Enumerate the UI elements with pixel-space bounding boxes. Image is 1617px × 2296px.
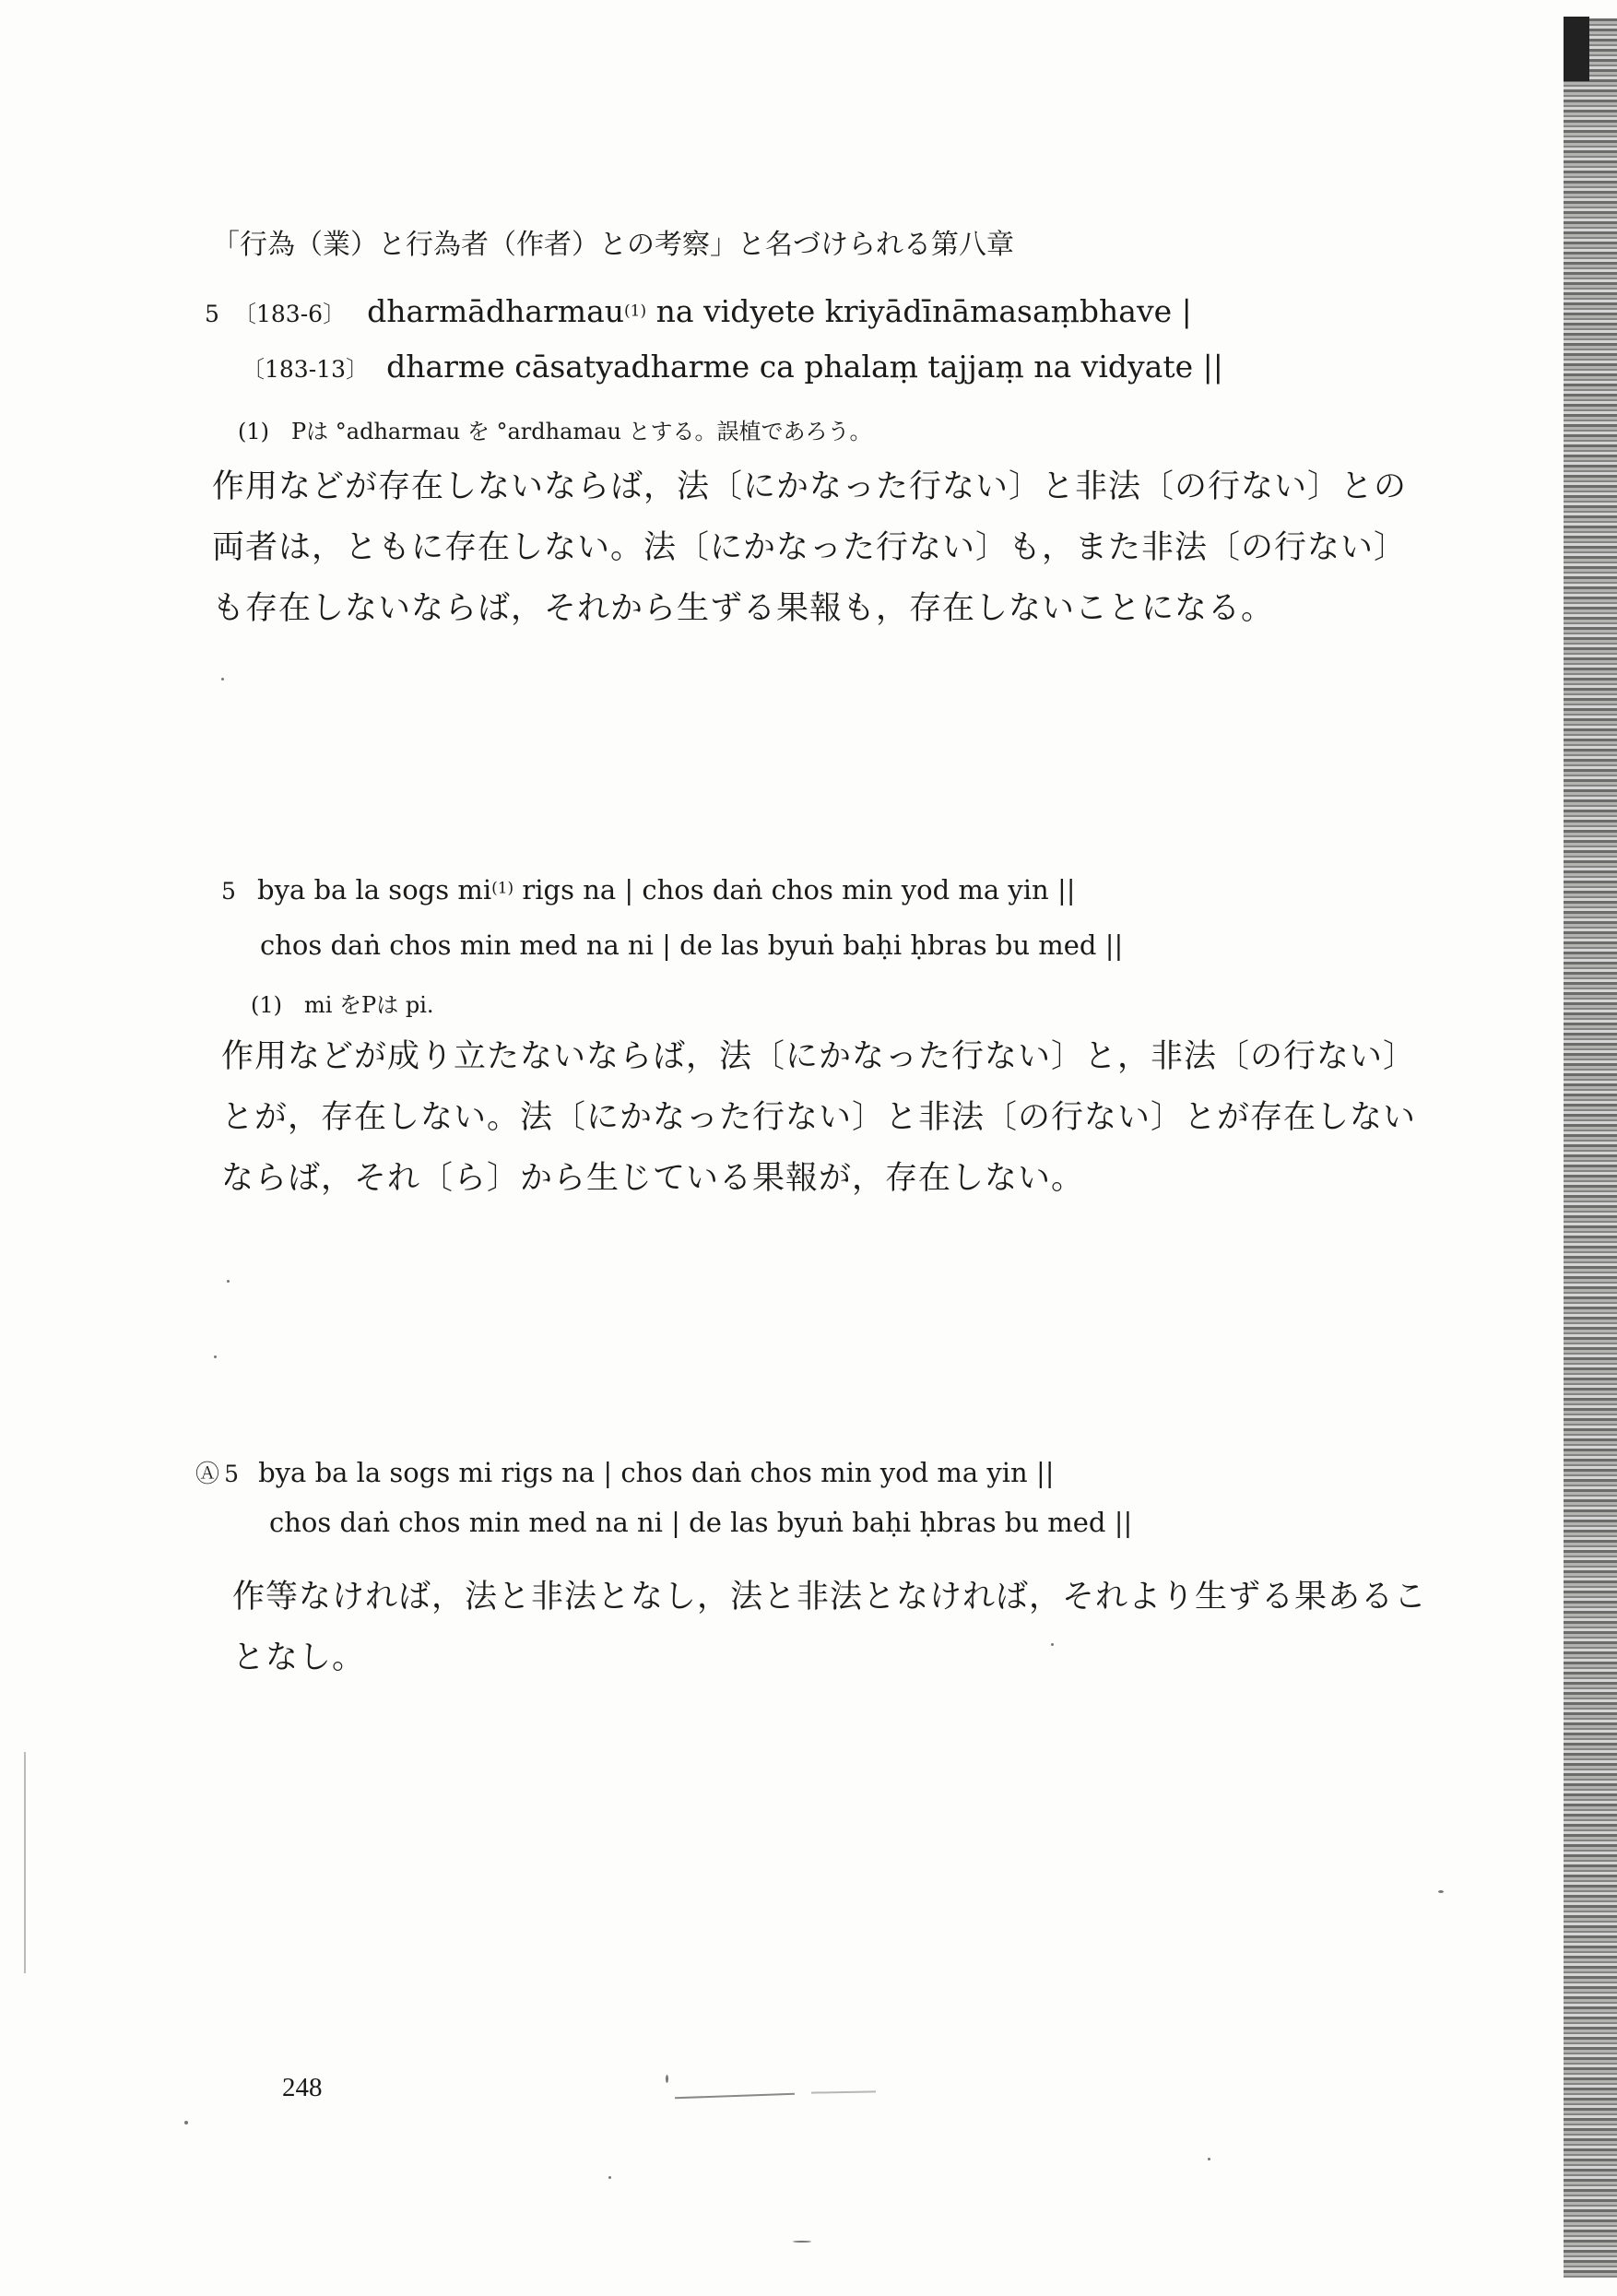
scan-artifact — [1208, 2158, 1210, 2160]
scan-artifact — [1051, 1643, 1054, 1646]
sanskrit-verse-line-1 — [205, 293, 1192, 329]
scan-artifact — [793, 2241, 811, 2243]
translation-line: とが，存在しない。法〔にかなった行ない〕と非法〔の行ない〕とが存在しない — [221, 1099, 1417, 1136]
translation-line: となし。 — [232, 1639, 366, 1676]
scan-artifact — [227, 1280, 230, 1283]
translation-line: ならば，それ〔ら〕から生じている果報が，存在しない。 — [221, 1160, 1085, 1197]
sanskrit-text-cont: na vidyete kriyādīnāmasaṃbhave | — [646, 293, 1192, 329]
footnote-marker: (1) — [624, 302, 647, 321]
scan-artifact — [24, 1752, 26, 1973]
scan-artifact — [214, 1355, 217, 1358]
tibetan-verse-line-2: chos daṅ chos min med na ni | de las byuṅ baḥi ḥbras bu med || — [260, 929, 1124, 961]
tibetan-verse-line-1 — [195, 1455, 1055, 1489]
translation-line: 作用などが存在しないならば，法〔にかなった行ない〕と非法〔の行ない〕との — [212, 468, 1408, 505]
translation-line: 作等なければ，法と非法となし，法と非法となければ，それより生ずる果あるこ — [232, 1579, 1428, 1615]
binding-edge — [1564, 18, 1617, 2278]
page-number: 248 — [282, 2073, 323, 2102]
tibetan-text: bya ba la sogs mi rigs na | chos daṅ chos min yod ma yin || — [258, 1457, 1055, 1488]
verse-number: 5 — [221, 878, 236, 905]
footnote-marker: (1) — [491, 879, 514, 898]
scan-artifact — [1438, 1890, 1444, 1893]
verse-number: 5 — [205, 301, 219, 327]
tibetan-text: bya ba la sogs mi — [257, 874, 492, 905]
sanskrit-text: dharme cāsatyadharme ca phalaṃ tajjaṃ na vidyate || — [386, 349, 1223, 385]
verse-number: 5 — [224, 1461, 240, 1487]
tibetan-text-cont: rigs na | chos daṅ chos min yod ma yin || — [513, 874, 1076, 905]
tibetan-verse-line-1 — [221, 874, 1076, 905]
translation-line: 両者は，ともに存在しない。法〔にかなった行ない〕も，また非法〔の行ない〕 — [212, 529, 1408, 566]
footnote-1: (1) Pは °adharmau を °ardhamau とする。誤植であろう。 — [238, 419, 872, 444]
scan-artifact — [221, 678, 224, 681]
translation-line: も存在しないならば，それから生ずる果報も，存在しないことになる。 — [212, 590, 1275, 627]
chapter-title: 「行為（業）と行為者（作者）との考察」と名づけられる第八章 — [212, 229, 1014, 261]
footnote-2: (1) mi をPは pi. — [251, 992, 434, 1018]
tibetan-verse-line-2: chos daṅ chos min med na ni | de las byuṅ baḥi ḥbras bu med || — [269, 1507, 1133, 1538]
edition-marker: Ⓐ — [195, 1461, 220, 1488]
scan-artifact — [666, 2075, 668, 2083]
sanskrit-text: dharmādharmau — [367, 293, 625, 329]
scan-artifact — [608, 2176, 611, 2179]
translation-line: 作用などが成り立たないならば，法〔にかなった行ない〕と，非法〔の行ない〕 — [221, 1038, 1417, 1075]
scan-artifact — [675, 2093, 795, 2100]
sanskrit-verse-line-2 — [242, 349, 1223, 385]
reference-mark: 〔183-6〕 — [233, 301, 347, 327]
scan-artifact — [184, 2121, 188, 2124]
scan-artifact — [811, 2090, 876, 2093]
reference-mark: 〔183-13〕 — [242, 356, 369, 383]
binding-shadow — [1564, 17, 1589, 81]
